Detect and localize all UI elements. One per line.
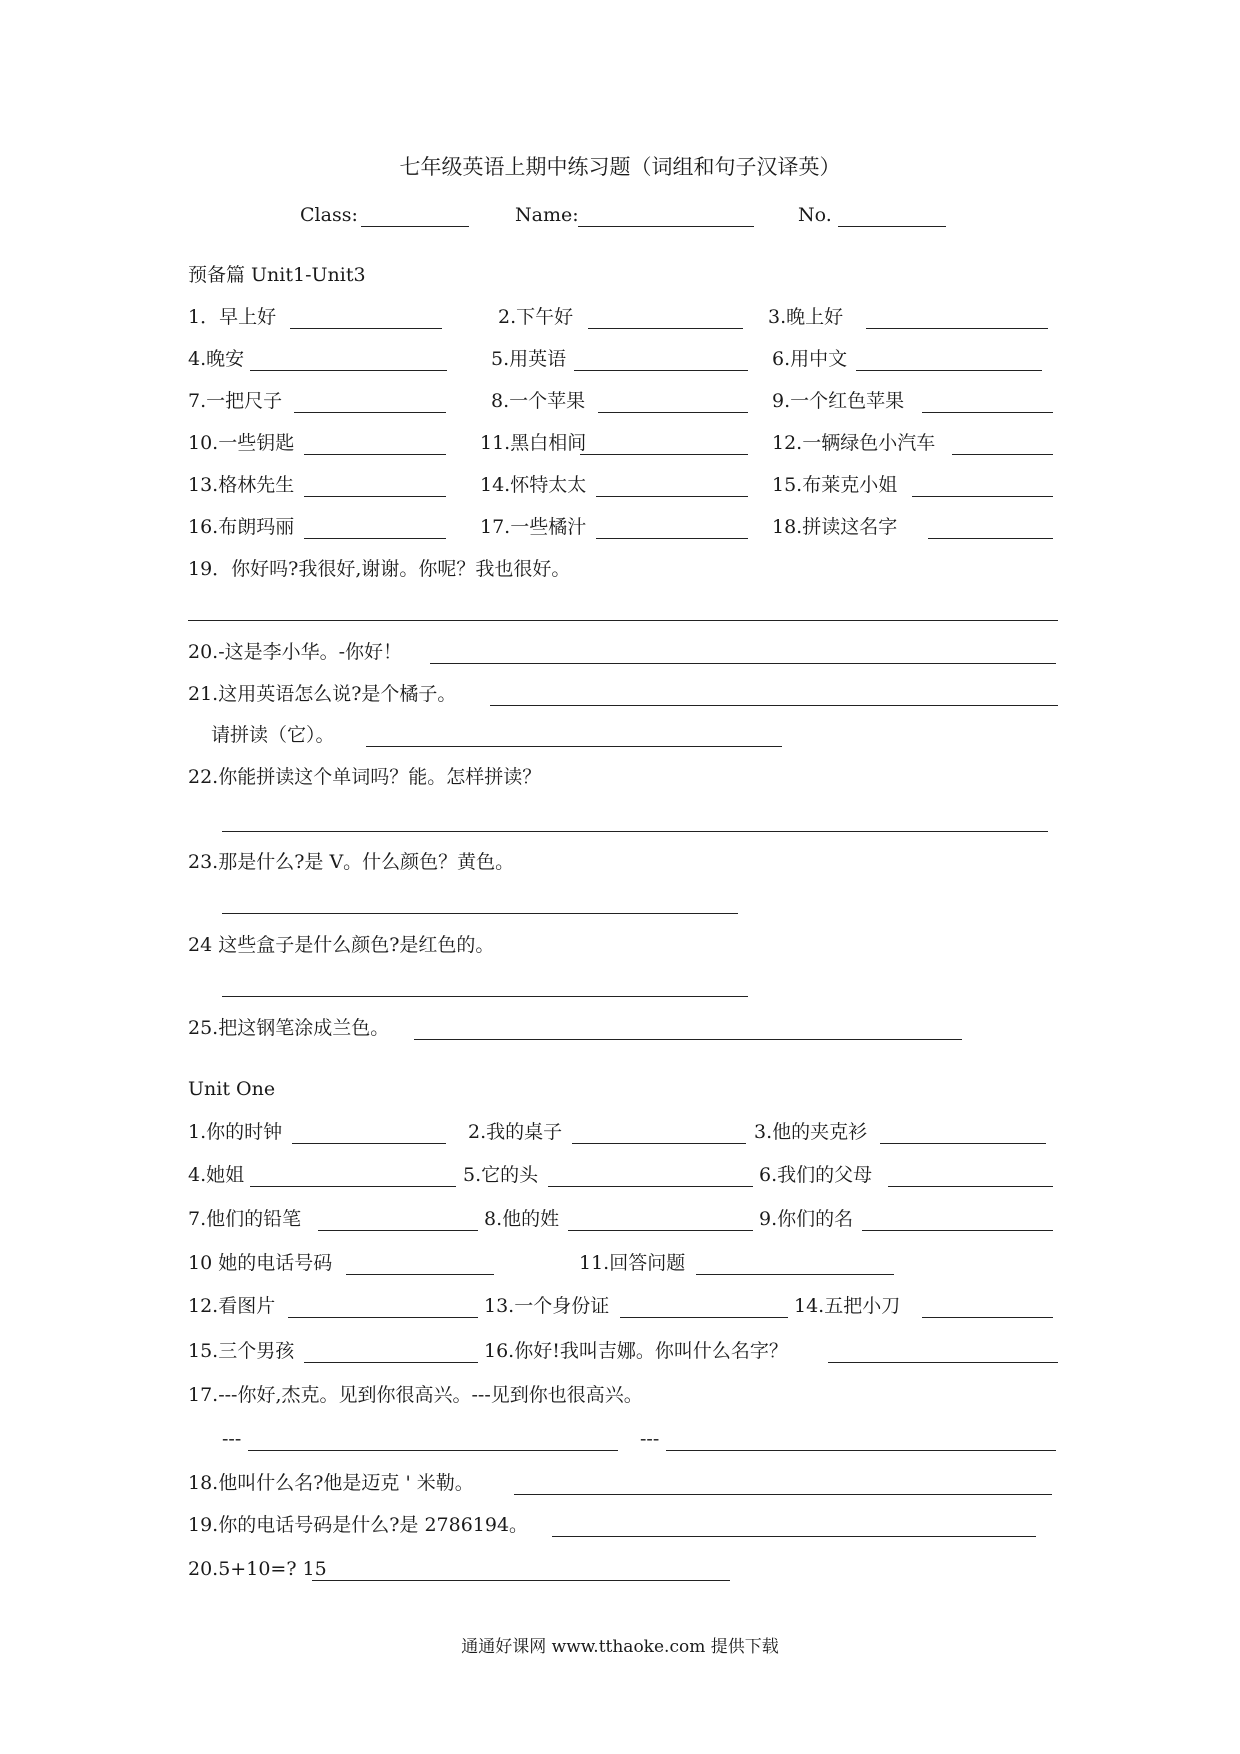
phrase-item: 5.它的头 <box>463 1164 539 1186</box>
phrase-item: 4.她姐 <box>188 1164 245 1186</box>
answer-blank[interactable] <box>580 454 748 455</box>
sentence-18: 18.他叫什么名?他是迈克 ' 米勒。 <box>188 1472 474 1494</box>
answer-blank[interactable] <box>572 1143 746 1144</box>
answer-blank[interactable] <box>222 913 738 914</box>
answer-blank[interactable] <box>912 496 1053 497</box>
phrase-item: 14.怀特太太 <box>480 474 587 496</box>
answer-blank[interactable] <box>318 1230 478 1231</box>
dialogue-dash: --- <box>640 1428 660 1450</box>
answer-blank[interactable] <box>288 1317 478 1318</box>
answer-blank[interactable] <box>696 1274 894 1275</box>
footer-source: 通通好课网 www.tthaoke.com 提供下载 <box>461 1637 779 1657</box>
answer-blank[interactable] <box>598 412 748 413</box>
answer-blank[interactable] <box>548 1186 753 1187</box>
answer-blank[interactable] <box>222 996 748 997</box>
phrase-item: 15.三个男孩 <box>188 1340 295 1362</box>
answer-blank[interactable] <box>290 328 442 329</box>
name-label: Name: <box>515 204 579 226</box>
phrase-item: 18.拼读这名字 <box>772 516 898 538</box>
phrase-item: 16.你好!我叫吉娜。你叫什么名字？ <box>484 1340 788 1362</box>
phrase-item: 1.你的时钟 <box>188 1121 283 1143</box>
phrase-item: 11.黑白相间 <box>480 432 587 454</box>
phrase-item: 14.五把小刀 <box>794 1295 901 1317</box>
dialogue-dash: --- <box>222 1428 242 1450</box>
answer-blank[interactable] <box>430 663 1056 664</box>
phrase-item: 10 她的电话号码 <box>188 1252 333 1274</box>
answer-blank[interactable] <box>856 370 1042 371</box>
sentence-17: 17.---你好,杰克。见到你很高兴。---见到你也很高兴。 <box>188 1384 643 1406</box>
answer-blank[interactable] <box>574 370 748 371</box>
answer-blank[interactable] <box>568 1230 753 1231</box>
answer-blank[interactable] <box>862 1230 1053 1231</box>
answer-blank[interactable] <box>414 1039 962 1040</box>
answer-blank[interactable] <box>188 620 1058 621</box>
answer-blank[interactable] <box>922 1317 1053 1318</box>
phrase-item: 2.我的桌子 <box>468 1121 563 1143</box>
phrase-item: 16.布朗玛丽 <box>188 516 295 538</box>
phrase-item: 11.回答问题 <box>579 1252 686 1274</box>
answer-blank[interactable] <box>866 328 1048 329</box>
answer-blank[interactable] <box>928 538 1053 539</box>
phrase-item: 13.一个身份证 <box>484 1295 610 1317</box>
number-blank[interactable] <box>838 226 946 227</box>
sentence-25: 25.把这钢笔涂成兰色。 <box>188 1017 390 1039</box>
phrase-item: 12.看图片 <box>188 1295 276 1317</box>
sentence-20: 20.-这是李小华。-你好！ <box>188 641 403 663</box>
sentence-21: 21.这用英语怎么说?是个橘子。 <box>188 683 457 705</box>
phrase-item: 3.晚上好 <box>768 306 844 328</box>
answer-blank[interactable] <box>588 328 743 329</box>
answer-blank[interactable] <box>312 1580 730 1581</box>
answer-blank[interactable] <box>304 496 446 497</box>
phrase-item: 12.一辆绿色小汽车 <box>772 432 936 454</box>
sentence-19: 19.你的电话号码是什么?是 2786194。 <box>188 1514 529 1536</box>
phrase-item: 2.下午好 <box>498 306 574 328</box>
answer-blank[interactable] <box>250 370 447 371</box>
phrase-item: 7.一把尺子 <box>188 390 283 412</box>
answer-blank[interactable] <box>490 705 1058 706</box>
phrase-item: 3.他的夹克衫 <box>754 1121 868 1143</box>
phrase-item: 9.一个红色苹果 <box>772 390 905 412</box>
answer-blank[interactable] <box>514 1494 1052 1495</box>
sentence-21-continued: 请拼读（它）。 <box>211 724 335 746</box>
answer-blank[interactable] <box>248 1450 618 1451</box>
number-label: No. <box>798 204 832 226</box>
answer-blank[interactable] <box>922 412 1053 413</box>
phrase-item: 8.他的姓 <box>484 1208 560 1230</box>
answer-blank[interactable] <box>304 538 446 539</box>
phrase-item: 10.一些钥匙 <box>188 432 295 454</box>
answer-blank[interactable] <box>888 1186 1053 1187</box>
page-title: 七年级英语上期中练习题（词组和句子汉译英） <box>399 155 841 179</box>
phrase-item: 6.用中文 <box>772 348 848 370</box>
answer-blank[interactable] <box>304 1362 478 1363</box>
section-heading-prep: 预备篇 Unit1-Unit3 <box>188 264 366 286</box>
answer-blank[interactable] <box>596 496 748 497</box>
answer-blank[interactable] <box>292 1143 446 1144</box>
phrase-item: 13.格林先生 <box>188 474 295 496</box>
phrase-item: 17.一些橘汁 <box>480 516 587 538</box>
answer-blank[interactable] <box>222 831 1048 832</box>
phrase-item: 6.我们的父母 <box>759 1164 873 1186</box>
answer-blank[interactable] <box>620 1317 788 1318</box>
sentence-23: 23.那是什么?是 V。什么颜色？黄色。 <box>188 851 515 873</box>
class-blank[interactable] <box>361 226 469 227</box>
section-heading-unit-one: Unit One <box>188 1078 276 1100</box>
answer-blank[interactable] <box>952 454 1053 455</box>
answer-blank[interactable] <box>366 746 782 747</box>
phrase-item: 5.用英语 <box>491 348 567 370</box>
answer-blank[interactable] <box>596 538 748 539</box>
phrase-item: 7.他们的铅笔 <box>188 1208 302 1230</box>
answer-blank[interactable] <box>828 1362 1058 1363</box>
answer-blank[interactable] <box>880 1143 1046 1144</box>
phrase-item: 15.布莱克小姐 <box>772 474 898 496</box>
phrase-item: 9.你们的名 <box>759 1208 854 1230</box>
class-label: Class: <box>300 204 358 226</box>
sentence-24: 24 这些盒子是什么颜色?是红色的。 <box>188 934 495 956</box>
sentence-20: 20.5+10=? 15 <box>188 1558 327 1580</box>
answer-blank[interactable] <box>346 1274 494 1275</box>
phrase-item: 1．早上好 <box>188 306 277 328</box>
answer-blank[interactable] <box>666 1450 1056 1451</box>
sentence-19: 19．你好吗?我很好,谢谢。你呢？我也很好。 <box>188 558 571 580</box>
answer-blank[interactable] <box>250 1186 456 1187</box>
name-blank[interactable] <box>578 226 754 227</box>
answer-blank[interactable] <box>304 454 446 455</box>
answer-blank[interactable] <box>294 412 446 413</box>
answer-blank[interactable] <box>552 1536 1036 1537</box>
phrase-item: 8.一个苹果 <box>491 390 586 412</box>
phrase-item: 4.晚安 <box>188 348 245 370</box>
sentence-22: 22.你能拼读这个单词吗？能。怎样拼读？ <box>188 766 542 788</box>
